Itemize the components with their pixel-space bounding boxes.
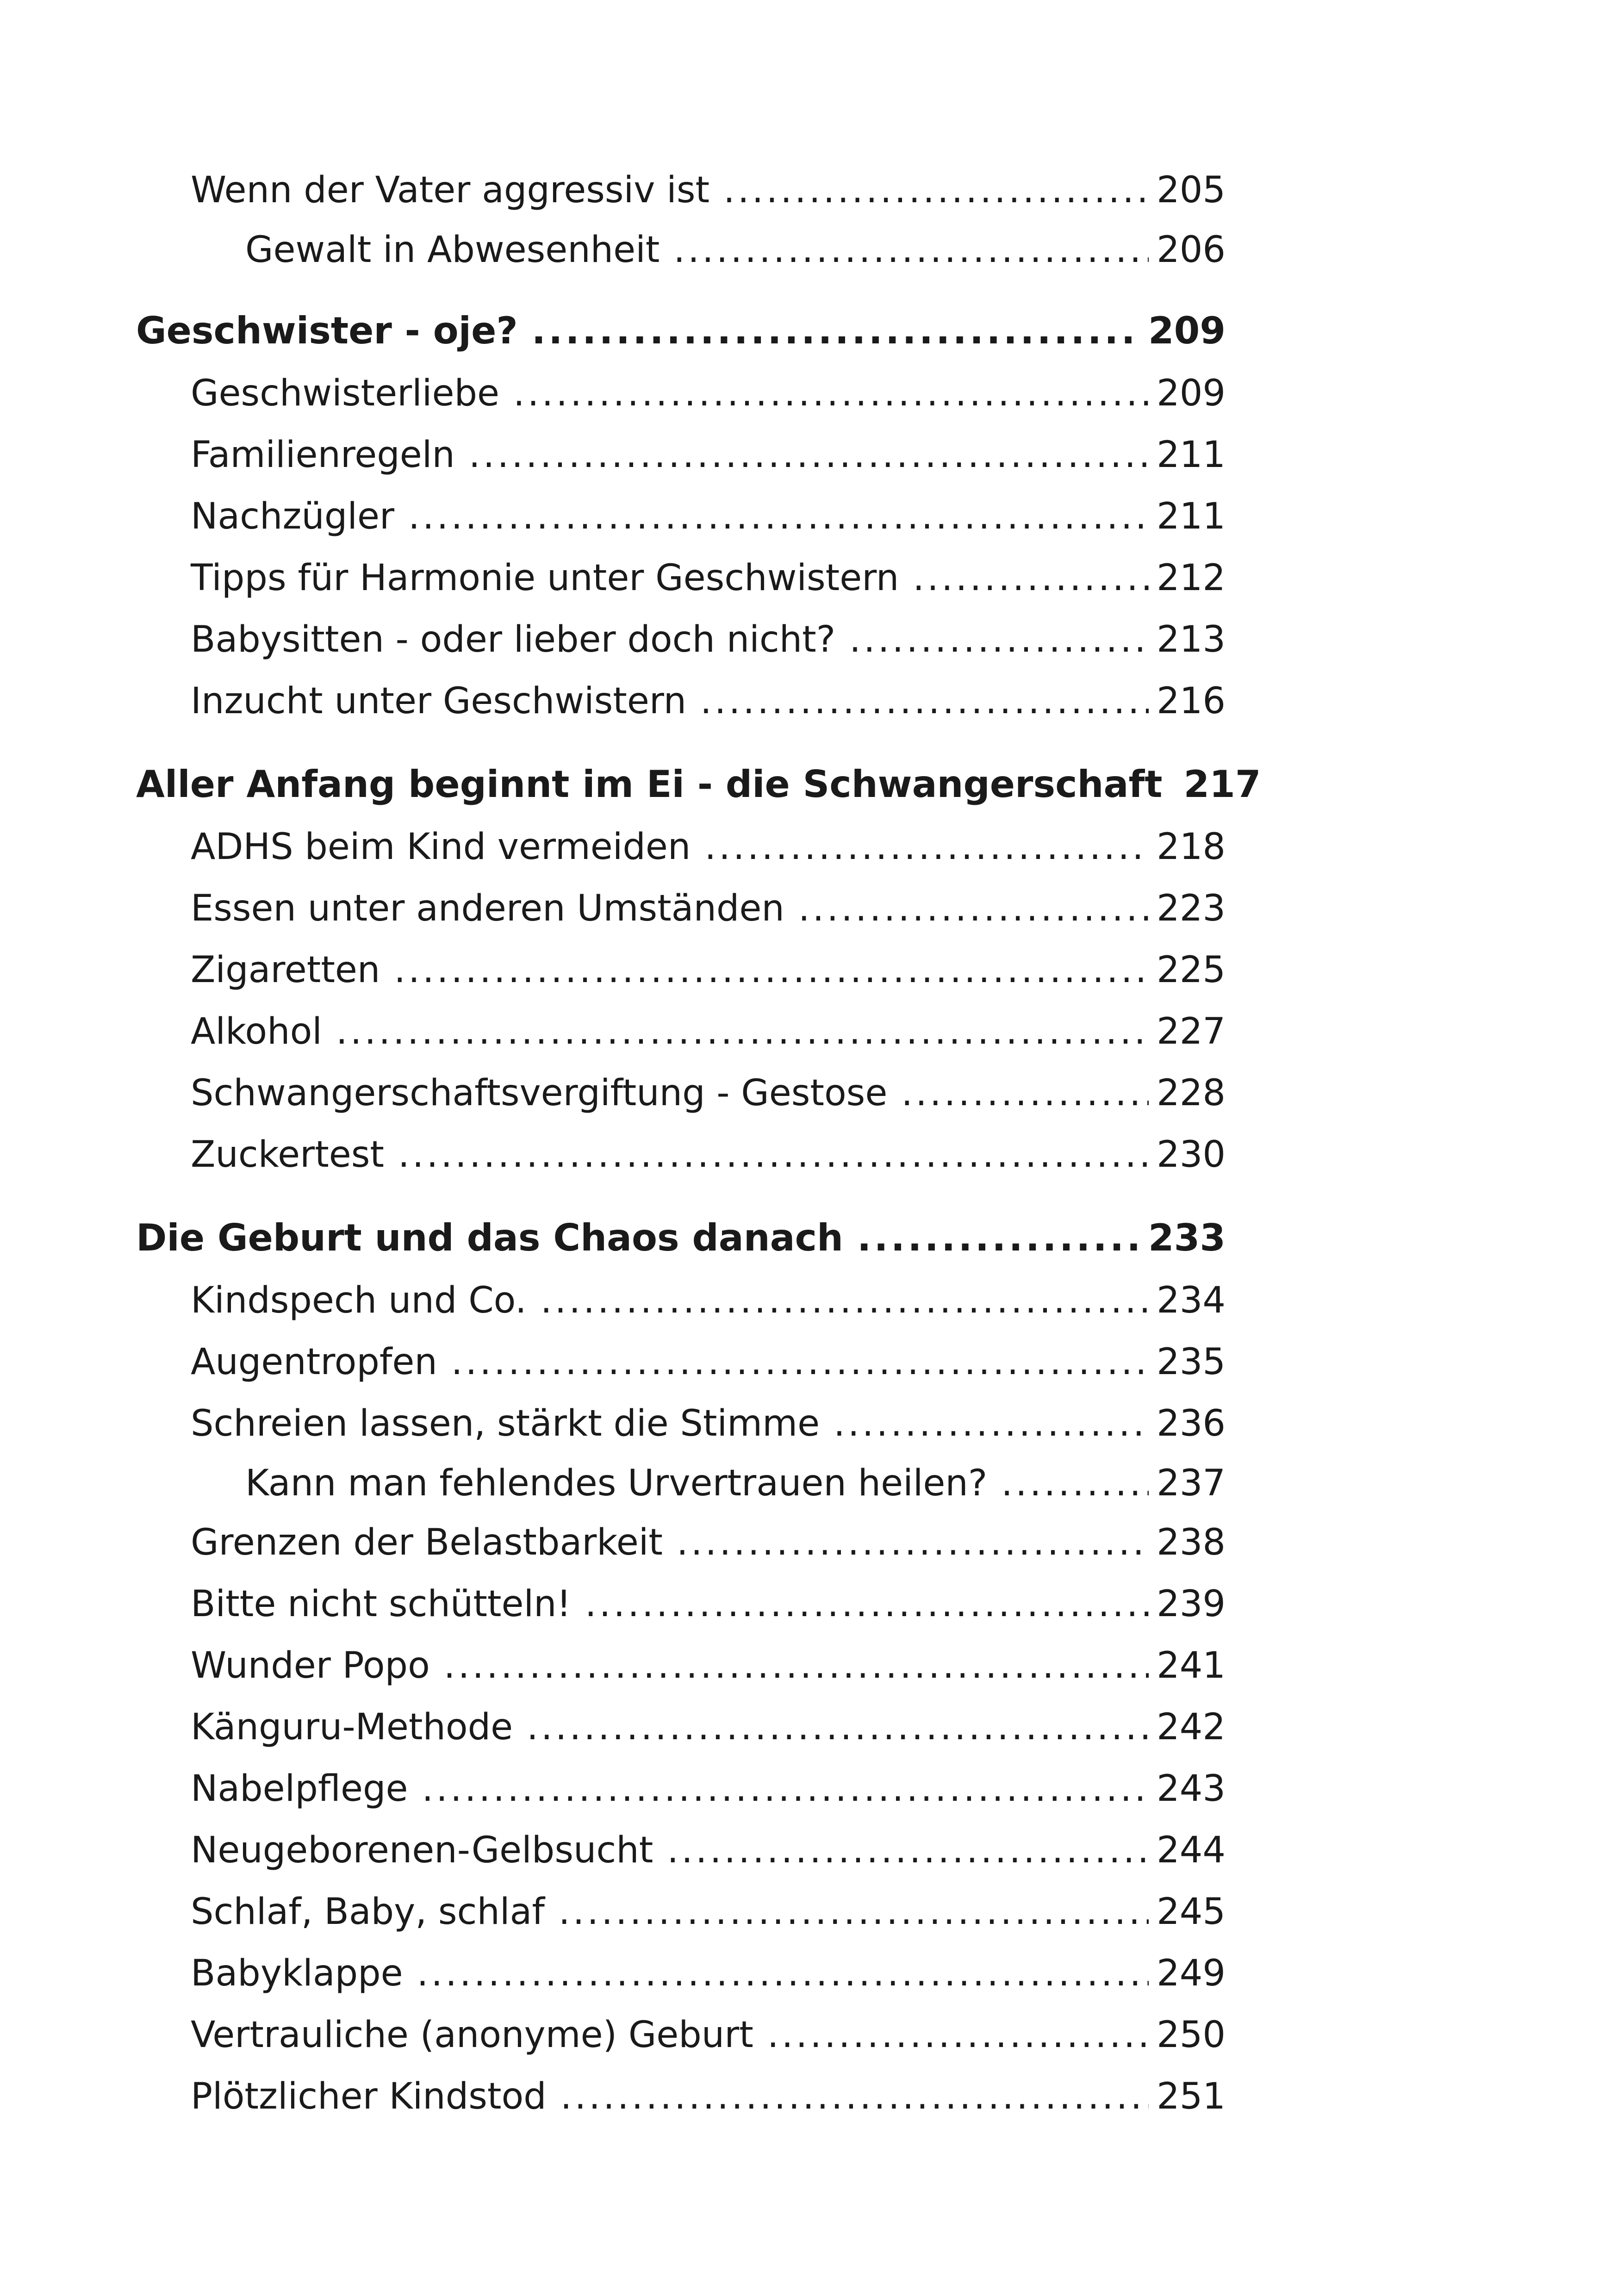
toc-entry-title: Schreien lassen, stärkt die Stimme xyxy=(191,1403,820,1444)
toc-entry-title: Alkohol xyxy=(191,1011,322,1052)
toc-entry-page-number: 233 xyxy=(1148,1216,1226,1259)
toc-section-entry xyxy=(136,1758,1226,1820)
toc-entry-page-number: 243 xyxy=(1157,1768,1226,1810)
dot-leader xyxy=(422,1758,1149,1820)
toc-entry-title: Grenzen der Belastbarkeit xyxy=(191,1522,663,1563)
toc-entry-page-number: 236 xyxy=(1157,1403,1226,1444)
dot-leader xyxy=(513,363,1149,424)
toc-entry-title: Aller Anfang beginnt im Ei - die Schwangerschaft xyxy=(136,763,1163,806)
dot-leader xyxy=(394,940,1149,1001)
toc-entry-page-number: 244 xyxy=(1157,1829,1226,1871)
toc-section-entry xyxy=(136,486,1226,548)
dot-leader xyxy=(667,1820,1149,1881)
toc-entry-title: Vertrauliche (anonyme) Geburt xyxy=(191,2014,753,2056)
dot-leader xyxy=(560,2066,1149,2128)
dot-leader xyxy=(398,1124,1149,1186)
dot-leader xyxy=(700,671,1149,732)
toc-entry-page-number: 209 xyxy=(1148,309,1226,352)
toc-section-entry xyxy=(136,1635,1226,1697)
toc-entry-page-number: 225 xyxy=(1157,949,1226,991)
toc-entry-title: Familienregeln xyxy=(191,434,455,476)
dot-leader xyxy=(559,1881,1149,1943)
toc-entry-title: Tipps für Harmonie unter Geschwistern xyxy=(191,557,899,599)
toc-section-entry xyxy=(136,671,1226,732)
dot-leader xyxy=(532,299,1141,363)
toc-section-entry xyxy=(136,940,1226,1001)
toc-entry-title: Bitte nicht schütteln! xyxy=(191,1583,571,1625)
dot-leader xyxy=(469,424,1149,486)
toc-entry-page-number: 223 xyxy=(1157,888,1226,929)
toc-section-entry xyxy=(136,160,1226,221)
dot-leader xyxy=(417,1943,1149,2004)
toc-entry-page-number: 241 xyxy=(1157,1645,1226,1686)
dot-leader xyxy=(673,221,1149,279)
toc-entry-title: Babyklappe xyxy=(191,1953,403,1994)
toc-entry-page-number: 250 xyxy=(1157,2014,1226,2056)
toc-section-entry xyxy=(136,609,1226,671)
toc-chapter-entry xyxy=(136,299,1226,363)
toc-entry-page-number: 234 xyxy=(1157,1280,1226,1321)
toc-entry-title: Essen unter anderen Umständen xyxy=(191,888,784,929)
toc-section-entry xyxy=(136,1512,1226,1574)
toc-entry-page-number: 209 xyxy=(1157,373,1226,414)
toc-section-entry xyxy=(136,2066,1226,2128)
dot-leader xyxy=(527,1697,1149,1758)
toc-entry-title: Neugeborenen-Gelbsucht xyxy=(191,1829,653,1871)
dot-leader xyxy=(767,2004,1149,2066)
toc-entry-page-number: 239 xyxy=(1157,1583,1226,1625)
dot-leader xyxy=(408,486,1149,548)
toc-section-entry xyxy=(136,1943,1226,2004)
toc-section-entry xyxy=(136,1697,1226,1758)
toc-section-entry xyxy=(136,1820,1226,1881)
dot-leader xyxy=(723,160,1149,221)
toc-entry-title: ADHS beim Kind vermeiden xyxy=(191,826,691,868)
dot-leader xyxy=(541,1270,1149,1332)
dot-leader xyxy=(444,1635,1149,1697)
toc-entry-page-number: 216 xyxy=(1157,680,1226,722)
dot-leader xyxy=(798,878,1149,940)
toc-entry-page-number: 242 xyxy=(1157,1706,1226,1748)
toc-chapter-entry xyxy=(136,1206,1226,1270)
toc-entry-page-number: 251 xyxy=(1157,2076,1226,2117)
toc-entry-title: Schlaf, Baby, schlaf xyxy=(191,1891,545,1933)
toc-section-entry xyxy=(136,1063,1226,1124)
toc-entry-title: Augentropfen xyxy=(191,1341,437,1383)
dot-leader xyxy=(1001,1455,1149,1512)
toc-entry-title: Nachzügler xyxy=(191,496,395,537)
toc-section-entry xyxy=(136,363,1226,424)
dot-leader xyxy=(857,1206,1141,1270)
toc-entry-page-number: 205 xyxy=(1157,169,1226,211)
toc-entry-page-number: 218 xyxy=(1157,826,1226,868)
toc-section-entry xyxy=(136,1332,1226,1393)
toc-section-entry xyxy=(136,816,1226,878)
toc-entry-page-number: 212 xyxy=(1157,557,1226,599)
toc-section-entry xyxy=(136,878,1226,940)
toc-section-entry xyxy=(136,1270,1226,1332)
toc-section-entry xyxy=(136,1001,1226,1063)
dot-leader xyxy=(336,1001,1149,1063)
toc-entry-title: Geschwisterliebe xyxy=(191,373,499,414)
toc-entry-title: Inzucht unter Geschwistern xyxy=(191,680,687,722)
dot-leader xyxy=(834,1393,1149,1455)
toc-section-entry xyxy=(136,1124,1226,1186)
dot-leader xyxy=(704,816,1149,878)
toc-subsection-entry xyxy=(136,221,1226,279)
toc-entry-title: Känguru-Methode xyxy=(191,1706,513,1748)
toc-entry-title: Plötzlicher Kindstod xyxy=(191,2076,547,2117)
toc-entry-page-number: 237 xyxy=(1157,1462,1226,1504)
dot-leader xyxy=(901,1063,1149,1124)
dot-leader xyxy=(677,1512,1149,1574)
dot-leader xyxy=(913,548,1149,609)
toc-chapter-entry xyxy=(136,753,1261,816)
toc-entry-page-number: 230 xyxy=(1157,1134,1226,1176)
toc-entry-title: Schwangerschaftsvergiftung - Gestose xyxy=(191,1072,888,1114)
toc-entry-title: Babysitten - oder lieber doch nicht? xyxy=(191,619,836,660)
toc-entry-page-number: 206 xyxy=(1157,229,1226,271)
dot-leader xyxy=(849,609,1149,671)
toc-section-entry xyxy=(136,424,1226,486)
toc-entry-title: Kann man fehlendes Urvertrauen heilen? xyxy=(245,1462,988,1504)
toc-entry-title: Wenn der Vater aggressiv ist xyxy=(191,169,710,211)
toc-section-entry xyxy=(136,1574,1226,1635)
toc-section-entry xyxy=(136,548,1226,609)
toc-subsection-entry xyxy=(136,1455,1226,1512)
toc-entry-title: Gewalt in Abwesenheit xyxy=(245,229,660,271)
table-of-contents xyxy=(136,160,1261,2128)
toc-section-entry xyxy=(136,2004,1226,2066)
toc-entry-page-number: 249 xyxy=(1157,1953,1226,1994)
toc-entry-page-number: 245 xyxy=(1157,1891,1226,1933)
toc-entry-title: Zuckertest xyxy=(191,1134,384,1176)
toc-entry-page-number: 238 xyxy=(1157,1522,1226,1563)
toc-entry-page-number: 217 xyxy=(1183,763,1261,806)
toc-entry-title: Wunder Popo xyxy=(191,1645,430,1686)
toc-section-entry xyxy=(136,1881,1226,1943)
toc-entry-page-number: 211 xyxy=(1157,434,1226,476)
toc-entry-page-number: 235 xyxy=(1157,1341,1226,1383)
dot-leader xyxy=(451,1332,1149,1393)
toc-entry-page-number: 227 xyxy=(1157,1011,1226,1052)
toc-entry-title: Nabelpflege xyxy=(191,1768,408,1810)
toc-entry-title: Zigaretten xyxy=(191,949,380,991)
toc-entry-page-number: 213 xyxy=(1157,619,1226,660)
toc-entry-title: Kindspech und Co. xyxy=(191,1280,527,1321)
dot-leader xyxy=(585,1574,1149,1635)
toc-entry-title: Geschwister - oje? xyxy=(136,309,518,352)
toc-entry-page-number: 228 xyxy=(1157,1072,1226,1114)
toc-entry-page-number: 211 xyxy=(1157,496,1226,537)
toc-entry-title: Die Geburt und das Chaos danach xyxy=(136,1216,844,1259)
toc-section-entry xyxy=(136,1393,1226,1455)
